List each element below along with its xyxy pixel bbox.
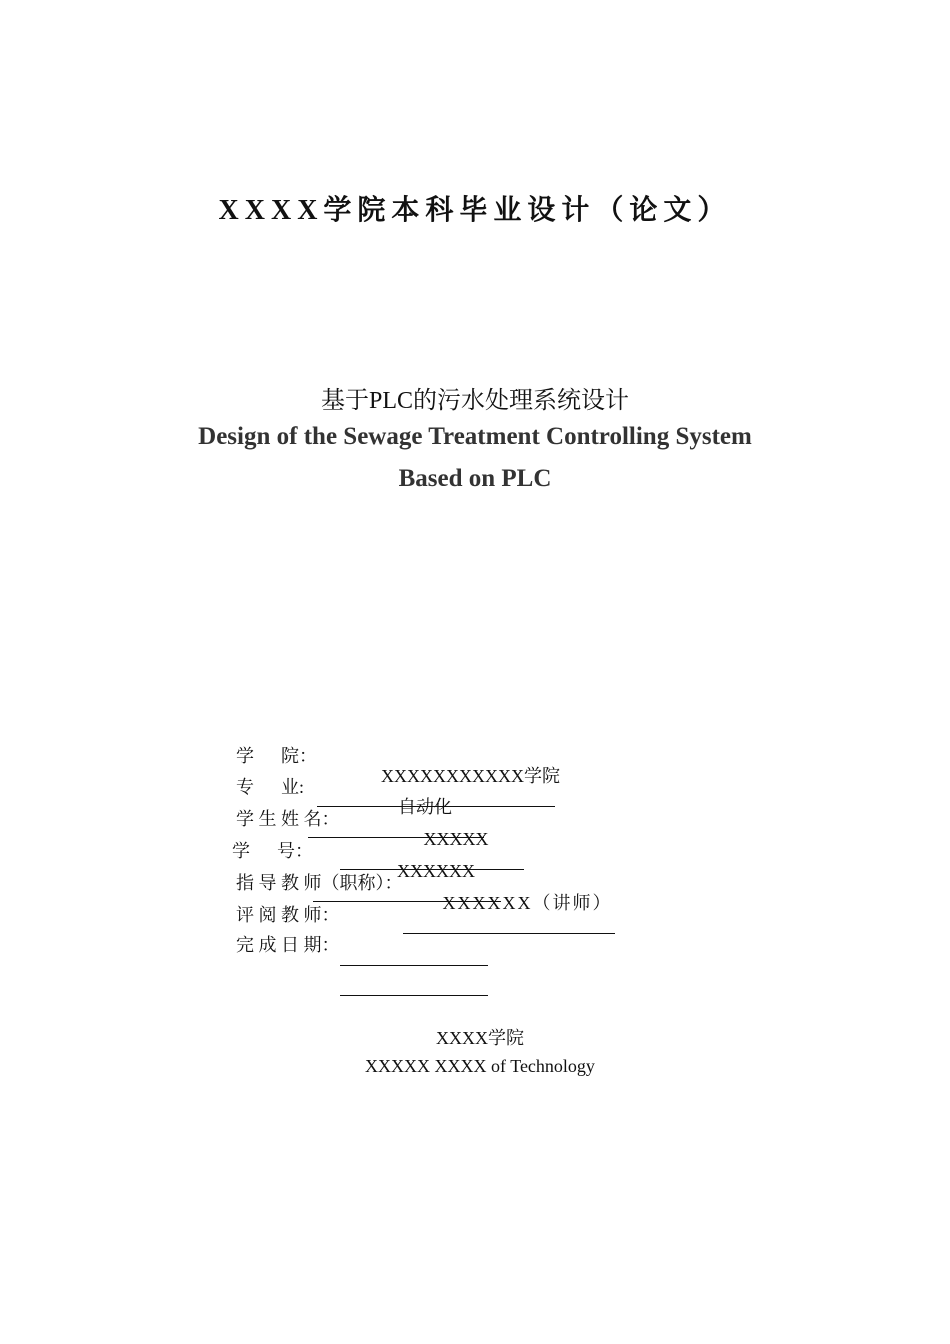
info-label-advisor: 指 导 教 师（职称）： bbox=[236, 873, 403, 893]
document-header-title: XXXX学院本科毕业设计（论文） bbox=[218, 195, 732, 226]
footer-institution-english: XXXXX XXXX of Technology bbox=[365, 1056, 595, 1076]
info-label-major: 专 业: bbox=[236, 777, 305, 797]
info-label-completion-date: 完 成 日 期： bbox=[236, 935, 340, 955]
info-value-student-id-text: XXXXXX bbox=[397, 861, 475, 881]
thesis-title-english-line1: Design of the Sewage Treatment Controlling System bbox=[198, 423, 752, 450]
info-label-student-name: 学 生 姓 名： bbox=[236, 809, 340, 829]
info-row-reviewer bbox=[236, 901, 488, 925]
info-value-major-text: 自动化 bbox=[398, 797, 453, 817]
info-row-advisor bbox=[236, 869, 615, 913]
thesis-title-chinese: 基于PLC的污水处理系统设计 bbox=[320, 388, 629, 414]
info-label-college: 学 院： bbox=[236, 746, 317, 766]
thesis-title-english-line2: Based on PLC bbox=[398, 465, 552, 492]
info-row-student-id bbox=[232, 837, 501, 881]
info-label-reviewer: 评 阅 教 师： bbox=[236, 905, 340, 925]
info-row-college bbox=[236, 742, 560, 786]
info-value-college-text: XXXXXXXXXXX学院 bbox=[381, 766, 560, 786]
info-value-student-name-text: XXXXX bbox=[423, 829, 489, 849]
info-row-major bbox=[236, 773, 484, 817]
info-value-completion-date bbox=[340, 935, 488, 996]
info-value-advisor-text: XXXXXX（讲师） bbox=[442, 893, 613, 913]
info-row-student-name bbox=[236, 805, 524, 849]
info-row-completion-date bbox=[236, 931, 488, 955]
info-label-student-id: 学 号： bbox=[232, 841, 313, 861]
footer-institution-chinese: XXXX学院 bbox=[436, 1028, 524, 1048]
